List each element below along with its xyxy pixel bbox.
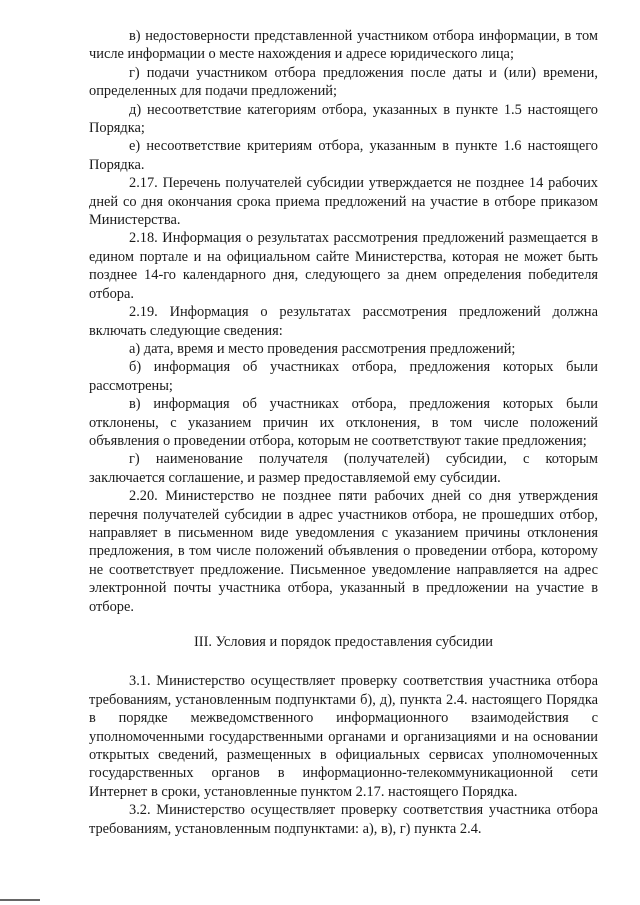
- paragraph: в) информация об участниках отбора, предложения которых были отклонены, с указанием причин их отклонения, в том числе положений объявления о проведении отбора, которым не соответствуют такие предложения;: [89, 396, 598, 449]
- paragraph: г) подачи участником отбора предложения после даты и (или) времени, определенных для подачи предложений;: [89, 64, 598, 100]
- paragraph: б) информация об участниках отбора, предложения которых были рассмотрены;: [89, 359, 598, 394]
- paragraph: 3.1. Министерство осуществляет проверку соответствия участника отбора требованиям, установленным подпунктами б), д), пункта 2.4. настоящего Порядка в порядке межведомственного информационного взаимодействия с уполномоченными государственными органами и организациями и на основании открытых сведений, размещенных в официальных сервисах уполномоченных государственных органов в информационно-телекоммуникационной сети Интернет в сроки, установленные пунктом 2.17. настоящего Порядка.: [89, 673, 598, 800]
- paragraph: 2.17. Перечень получателей субсидии утверждается не позднее 14 рабочих дней со дня окончания срока приема предложений на участие в отборе приказом Министерства.: [89, 175, 598, 229]
- paragraph: 2.18. Информация о результатах рассмотрения предложений размещается в едином портале и на официальном сайте Министерства, которая не может быть позднее 14-го календарного дня, следующего за днем определения победителя отбора.: [89, 230, 598, 302]
- paragraph: 2.20. Министерство не позднее пяти рабочих дней со дня утверждения перечня получателей субсидии в адрес участников отбора, не прошедших отбор, направляет в письменном виде уведомления с указанием причины отклонения предложения, в том числе положений объявления о проведении отбора, которому не соответствует предложение. Письменное уведомление направляется на адрес электронной почты участника отбора, указанный в предложении на участие в отборе.: [89, 488, 598, 615]
- paragraph: 3.2. Министерство осуществляет проверку соответствия участника отбора требованиям, установленным подпунктами: а), в), г) пункта 2.4.: [89, 802, 598, 837]
- scan-edge-mark: [0, 899, 40, 901]
- paragraph: г) наименование получателя (получателей) субсидии, с которым заключается соглашение, и размер предоставляемой ему субсидии.: [89, 451, 598, 486]
- paragraph: е) несоответствие критериям отбора, указанным в пункте 1.6 настоящего Порядка.: [89, 138, 598, 173]
- paragraph: д) несоответствие категориям отбора, указанных в пункте 1.5 настоящего Порядка;: [89, 101, 598, 137]
- section-heading: III. Условия и порядок предоставления субсидии: [194, 634, 493, 650]
- paragraph: а) дата, время и место проведения рассмотрения предложений;: [129, 340, 516, 357]
- paragraph: в) недостоверности представленной участником отбора информации, в том числе информации о месте нахождения и адресе юридического лица;: [89, 28, 598, 63]
- paragraph: 2.19. Информация о результатах рассмотрения предложений должна включать следующие сведения:: [89, 304, 598, 339]
